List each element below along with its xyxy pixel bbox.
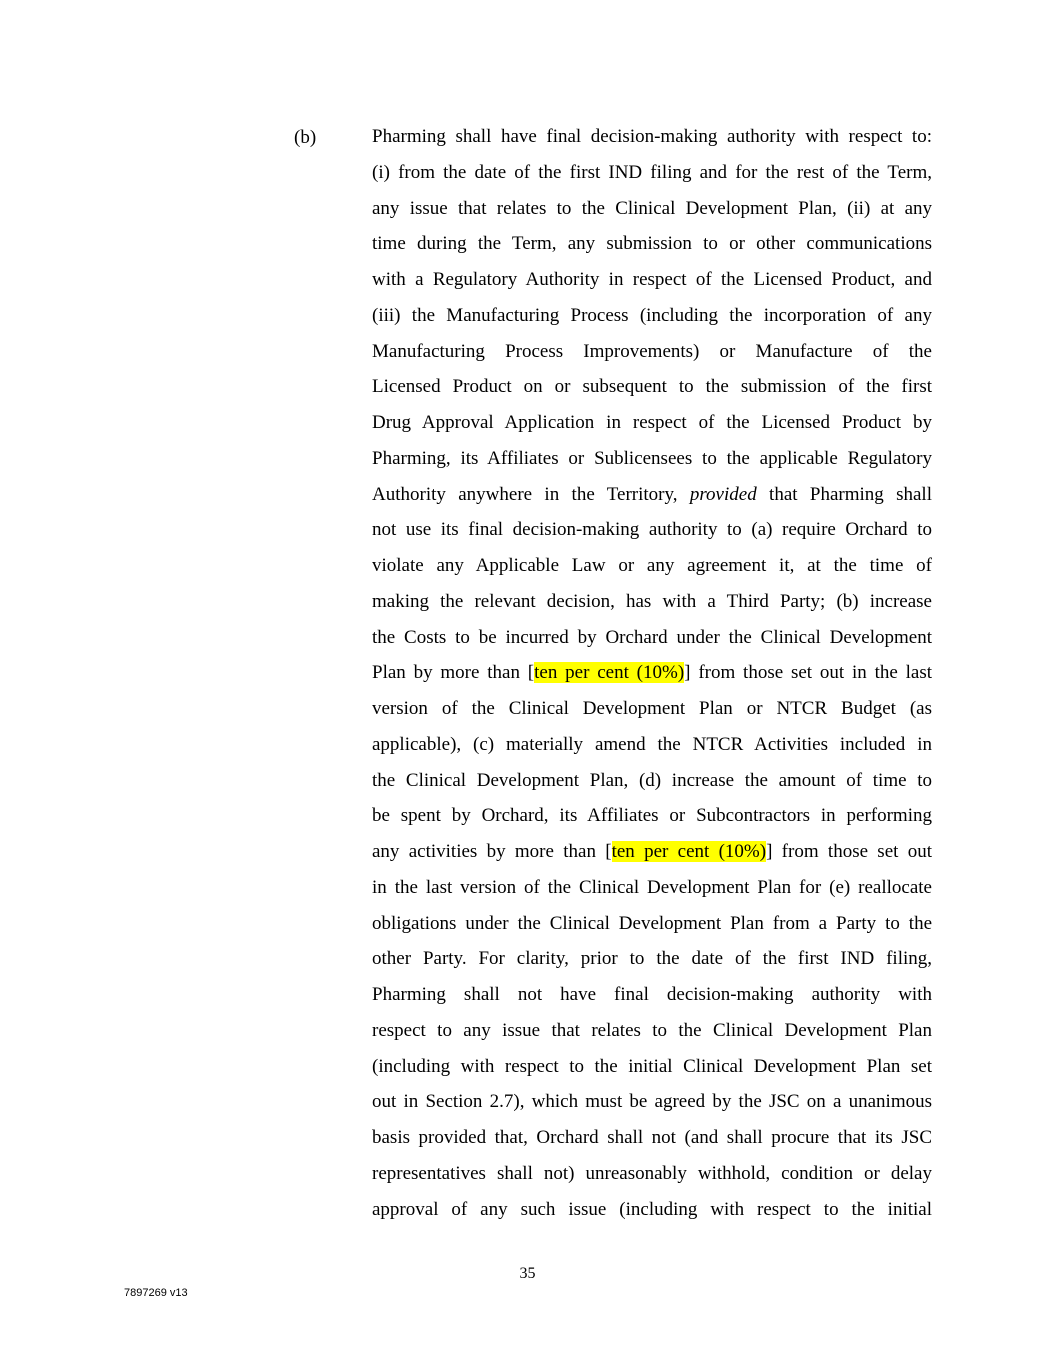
page-number: 35	[519, 1265, 536, 1282]
clause-line: Drug Approval Application in respect of the Licensed Product by	[372, 412, 932, 433]
clause-line: (iii) the Manufacturing Process (including the incorporation of any	[372, 304, 932, 326]
clause-line-highlight-2	[372, 834, 932, 870]
clause-line: Licensed Product on or subsequent to the submission of the first	[372, 376, 932, 398]
clause-line: any issue that relates to the Clinical Development Plan, (ii) at any	[372, 197, 932, 219]
clause-line: applicable), (c) materially amend the NTCR Activities included in	[372, 733, 932, 755]
clause-line: other Party. For clarity, prior to the date of the first IND filing,	[372, 948, 932, 970]
highlighted-percentage: ten per cent (10%)	[534, 662, 685, 684]
clause-line: Manufacturing Process Improvements) or Manufacture of the	[372, 340, 932, 362]
clause-line: with a Regulatory Authority in respect of the Licensed Product, and	[372, 269, 932, 290]
document-id: 7897269 v13	[124, 1287, 188, 1299]
line-text: Authority anywhere in the Territory,	[372, 483, 690, 505]
italic-provided: provided	[689, 483, 757, 505]
clause-line: not use its final decision-making authority to (a) require Orchard to	[372, 519, 932, 541]
clause-line-provided	[372, 477, 932, 513]
clause-line: representatives shall not) unreasonably withhold, condition or delay	[372, 1162, 932, 1184]
line-text: Plan by more than [	[372, 662, 535, 684]
line-text: any activities by more than [	[372, 841, 612, 862]
clause-line: time during the Term, any submission to or other communications	[372, 233, 932, 255]
line-text: that Pharming shall	[756, 483, 932, 505]
clause-line: basis provided that, Orchard shall not (and shall procure that its JSC	[372, 1127, 932, 1148]
clause-label: (b)	[294, 127, 317, 148]
clause-line: obligations under the Clinical Development Plan from a Party to the	[372, 912, 932, 934]
clause-line: (i) from the date of the first IND filing and for the rest of the Term,	[372, 161, 932, 183]
clause-line: Pharming shall have final decision-making authority with respect to:	[372, 126, 932, 147]
line-text: ] from those set out	[766, 841, 932, 862]
line-text: ] from those set out in the last	[684, 662, 932, 684]
clause-line: Pharming shall not have final decision-making authority with	[372, 984, 932, 1005]
highlighted-percentage: ten per cent (10%)	[611, 841, 767, 862]
clause-line: making the relevant decision, has with a Third Party; (b) increase	[372, 590, 932, 612]
clause-line: respect to any issue that relates to the Clinical Development Plan	[372, 1019, 932, 1041]
clause-line: the Costs to be incurred by Orchard under the Clinical Development	[372, 626, 932, 648]
clause-line: violate any Applicable Law or any agreement it, at the time of	[372, 555, 932, 576]
clause-line: in the last version of the Clinical Development Plan for (e) reallocate	[372, 876, 932, 898]
clause-line: the Clinical Development Plan, (d) increase the amount of time to	[372, 769, 932, 791]
clause-line: out in Section 2.7), which must be agreed by the JSC on a unanimous	[372, 1091, 932, 1113]
clause-line: approval of any such issue (including with respect to the initial	[372, 1198, 932, 1220]
clause-line: (including with respect to the initial Clinical Development Plan set	[372, 1055, 932, 1077]
clause-line: Pharming, its Affiliates or Sublicensees to the applicable Regulatory	[372, 447, 932, 469]
clause-body	[372, 119, 932, 1227]
clause-line-highlight-1	[372, 655, 932, 691]
clause-line: version of the Clinical Development Plan or NTCR Budget (as	[372, 698, 932, 719]
clause-line: be spent by Orchard, its Affiliates or Subcontractors in performing	[372, 805, 932, 827]
